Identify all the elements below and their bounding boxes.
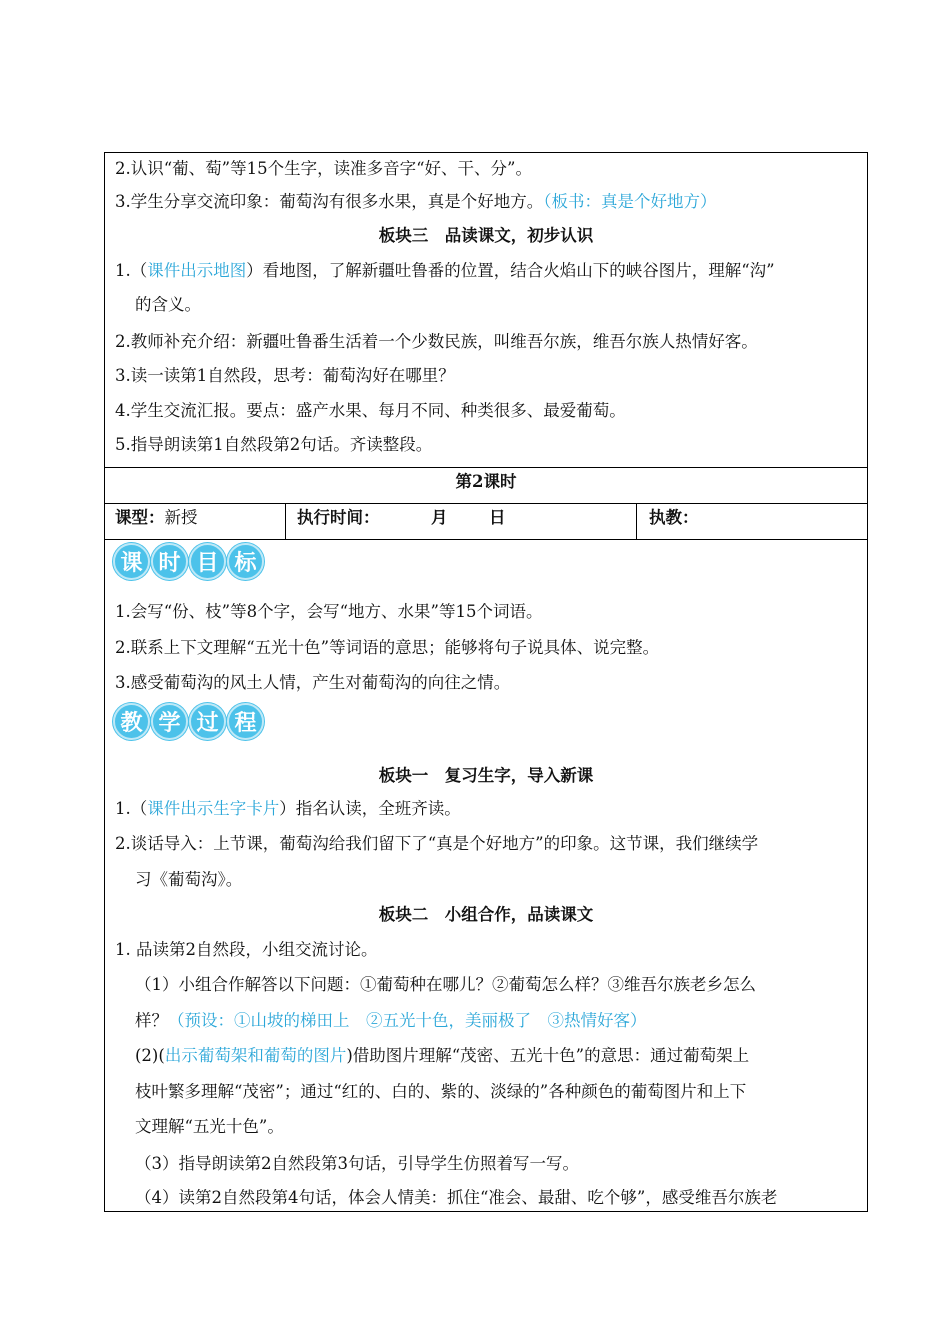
- section-heading: 板块三 品读课文，初步认识: [378, 226, 594, 245]
- period-title: 第2课时: [455, 472, 517, 491]
- day-label: 日: [489, 508, 506, 527]
- preset-answer: （预设：①山坡的梯田上 ②五光十色，美丽极了 ③热情好客）: [168, 1011, 647, 1030]
- courseware-note: 课件出示地图: [147, 261, 247, 280]
- text-line: 1.（课件出示地图）看地图，了解新疆吐鲁番的位置，结合火焰山下的峡谷图片，理解“沟”: [115, 261, 775, 280]
- text-line: （4）读第2自然段第4句话，体会人情美：抓住“准会、最甜、吃个够”，感受维吾尔族老: [135, 1188, 778, 1207]
- execution-time: 执行时间：: [297, 508, 380, 527]
- teacher-label: 执教：: [649, 508, 699, 527]
- text-line: 习《葡萄沟》。: [135, 870, 243, 889]
- divider: [105, 503, 867, 504]
- divider: [105, 467, 867, 468]
- text-line: 3.读一读第1自然段，思考：葡萄沟好在哪里？: [115, 366, 455, 385]
- divider: [105, 539, 867, 540]
- goal-item: 1.会写“份、枝”等8个字，会写“地方、水果”等15个词语。: [115, 602, 543, 621]
- courseware-note: 出示葡萄架和葡萄的图片: [164, 1046, 347, 1065]
- text-line: 样？（预设：①山坡的梯田上 ②五光十色，美丽极了 ③热情好客）: [135, 1011, 647, 1030]
- divider: [636, 503, 637, 539]
- text-line: 1.（课件出示生字卡片）指名认读，全班齐读。: [115, 799, 461, 818]
- text-line: 2.谈话导入：上节课，葡萄沟给我们留下了“真是个好地方”的印象。这节课，我们继续学: [115, 834, 759, 853]
- text-line: (2)(出示葡萄架和葡萄的图片)借助图片理解“茂密、五光十色”的意思：通过葡萄架上: [135, 1046, 750, 1065]
- text-line: （1）小组合作解答以下问题：①葡萄种在哪儿？②葡萄怎么样？③维吾尔族老乡怎么: [135, 975, 756, 994]
- month-label: 月: [431, 508, 448, 527]
- text-line: 枝叶繁多理解“茂密”；通过“红的、白的、紫的、淡绿的”各种颜色的葡萄图片和上下: [135, 1082, 747, 1101]
- text-line: 3.学生分享交流印象：葡萄沟有很多水果，真是个好地方。（板书：真是个好地方）: [115, 192, 717, 211]
- text-line: 4.学生交流汇报。要点：盛产水果、每月不同、种类很多、最爱葡萄。: [115, 401, 626, 420]
- text-line: 的含义。: [135, 295, 201, 314]
- text-line: 2.教师补充介绍：新疆吐鲁番生活着一个少数民族，叫维吾尔族，维吾尔族人热情好客。: [115, 332, 758, 351]
- courseware-note: 课件出示生字卡片: [147, 799, 280, 818]
- text-line: 文理解“五光十色”。: [135, 1117, 284, 1136]
- text-line: （3）指导朗读第2自然段第3句话，引导学生仿照着写一写。: [135, 1154, 579, 1173]
- goals-badge: 课 时 目 标: [113, 543, 264, 581]
- lesson-type: 课型：新授: [115, 508, 198, 527]
- section-heading: 板块二 小组合作，品读课文: [378, 905, 594, 924]
- process-badge: 教 学 过 程: [113, 703, 264, 741]
- divider: [285, 503, 286, 539]
- goal-item: 2.联系上下文理解“五光十色”等词语的意思；能够将句子说具体、说完整。: [115, 638, 660, 657]
- section-heading: 板块一 复习生字，导入新课: [378, 766, 594, 785]
- lesson-plan-table: [104, 152, 868, 1212]
- text-line: 5.指导朗读第1自然段第2句话。齐读整段。: [115, 435, 433, 454]
- goal-item: 3.感受葡萄沟的风土人情，产生对葡萄沟的向往之情。: [115, 673, 511, 692]
- text-line: 2.认识“葡、萄”等15个生字，读准多音字“好、干、分”。: [115, 159, 532, 178]
- blackboard-note: （板书：真是个好地方）: [543, 192, 717, 211]
- text-line: 1. 品读第2自然段，小组交流讨论。: [115, 940, 378, 959]
